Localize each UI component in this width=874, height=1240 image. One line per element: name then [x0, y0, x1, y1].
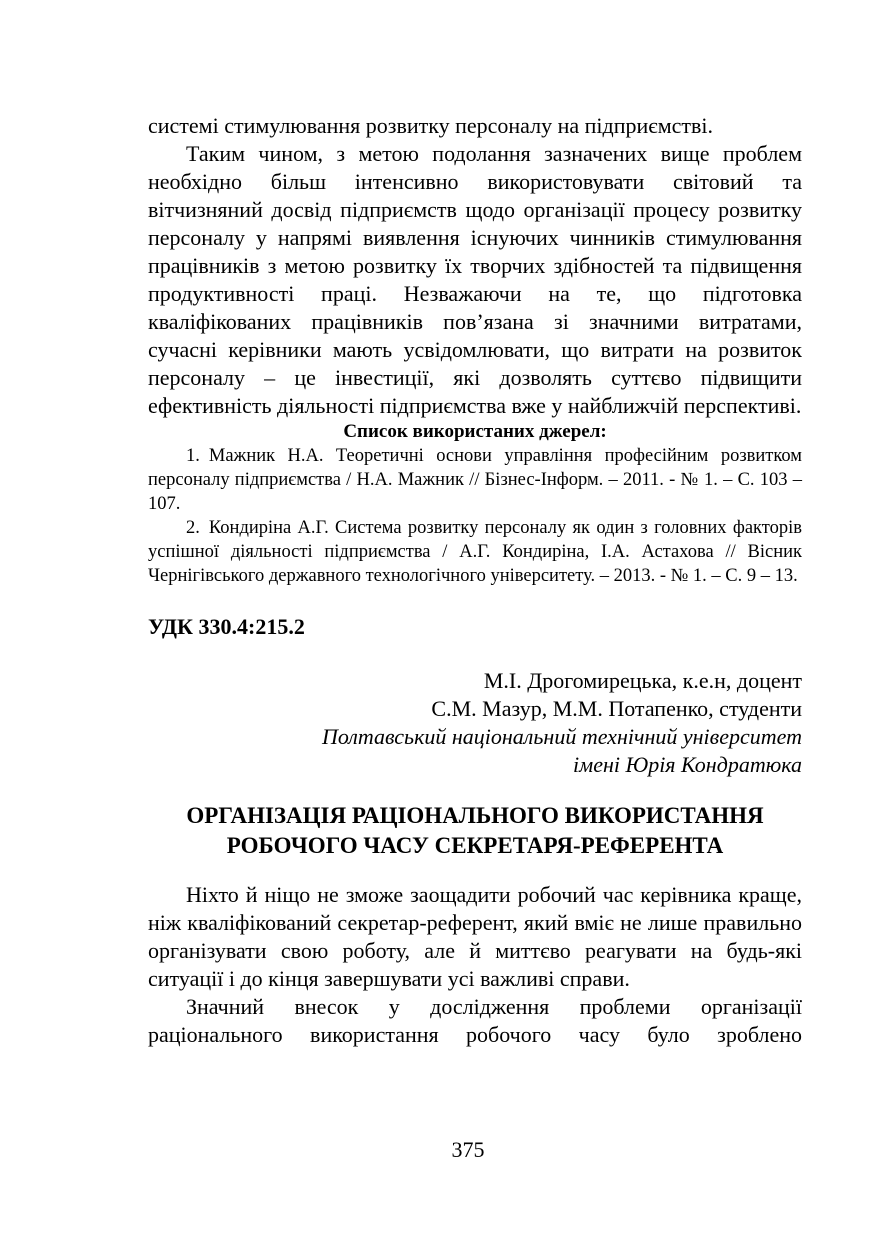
- affiliation-line: Полтавський національний технічний університет: [321, 724, 802, 749]
- affiliation-line: імені Юрія Кондратюка: [573, 752, 802, 777]
- udc-code: УДК 330.4:215.2: [148, 614, 305, 639]
- byline-block: [148, 667, 802, 779]
- author-line: С.М. Мазур, М.М. Потапенко, студенти: [431, 696, 802, 721]
- body-paragraph: Значний внесок у дослідження проблеми організації раціонального використання робочого часу було зроблено: [148, 994, 802, 1047]
- page-number: 375: [451, 1137, 485, 1162]
- prev-article-closing-paragraph: Таким чином, з метою подолання зазначених вище проблем необхідно більш інтенсивно використовувати світовий та вітчизняний досвід підприємств щодо організації процесу розвитку персоналу у напрямі виявлення існуючих чинників стимулювання працівників з метою розвитку їх творчих здібностей та підвищення продуктивності праці. Незважаючи на те, що підготовка кваліфікованих працівників пов’язана зі значними витратами, сучасні керівники мають усвідомлювати, що витрати на розвиток персоналу – це інвестиції, які дозволять суттєво підвищити ефективність діяльності підприємства вже у найближчій перспективі.: [148, 141, 802, 418]
- page-content: [148, 112, 802, 1049]
- author-line: М.І. Дрогомирецька, к.е.н, доцент: [483, 668, 802, 693]
- reference-text: Мажник Н.А. Теоретичні основи управління професійним розвитком персоналу підприємства / Н.А. Мажник // Бізнес-Інформ. – 2011. - № 1. – С. 103 – 107.: [148, 446, 802, 514]
- reference-item: [148, 516, 802, 588]
- reference-text: Кондиріна А.Г. Система розвитку персоналу як один з головних факторів успішної діяльності підприємства / А.Г. Кондиріна, І.А. Астахова // Вісник Чернігівського державного технологічного університету. – 2013. - № 1. – С. 9 – 13.: [148, 518, 802, 586]
- reference-number: 1.: [186, 446, 200, 466]
- reference-number: 2.: [186, 518, 200, 538]
- reference-item: [148, 444, 802, 516]
- references-heading: Список використаних джерел:: [343, 421, 607, 442]
- body-paragraph: Ніхто й ніщо не зможе заощадити робочий час керівника краще, ніж кваліфікований секретар-референт, який вміє не лише правильно організувати свою роботу, але й миттєво реагувати на будь-які ситуації і до кінця завершувати усі важливі справи.: [148, 882, 802, 991]
- article-title-line: ОРГАНІЗАЦІЯ РАЦІОНАЛЬНОГО ВИКОРИСТАННЯ: [186, 803, 764, 828]
- prev-article-closing-line: системі стимулювання розвитку персоналу на підприємстві.: [148, 113, 714, 138]
- article-title-line: РОБОЧОГО ЧАСУ СЕКРЕТАРЯ-РЕФЕРЕНТА: [226, 833, 724, 858]
- article-title: [148, 801, 802, 861]
